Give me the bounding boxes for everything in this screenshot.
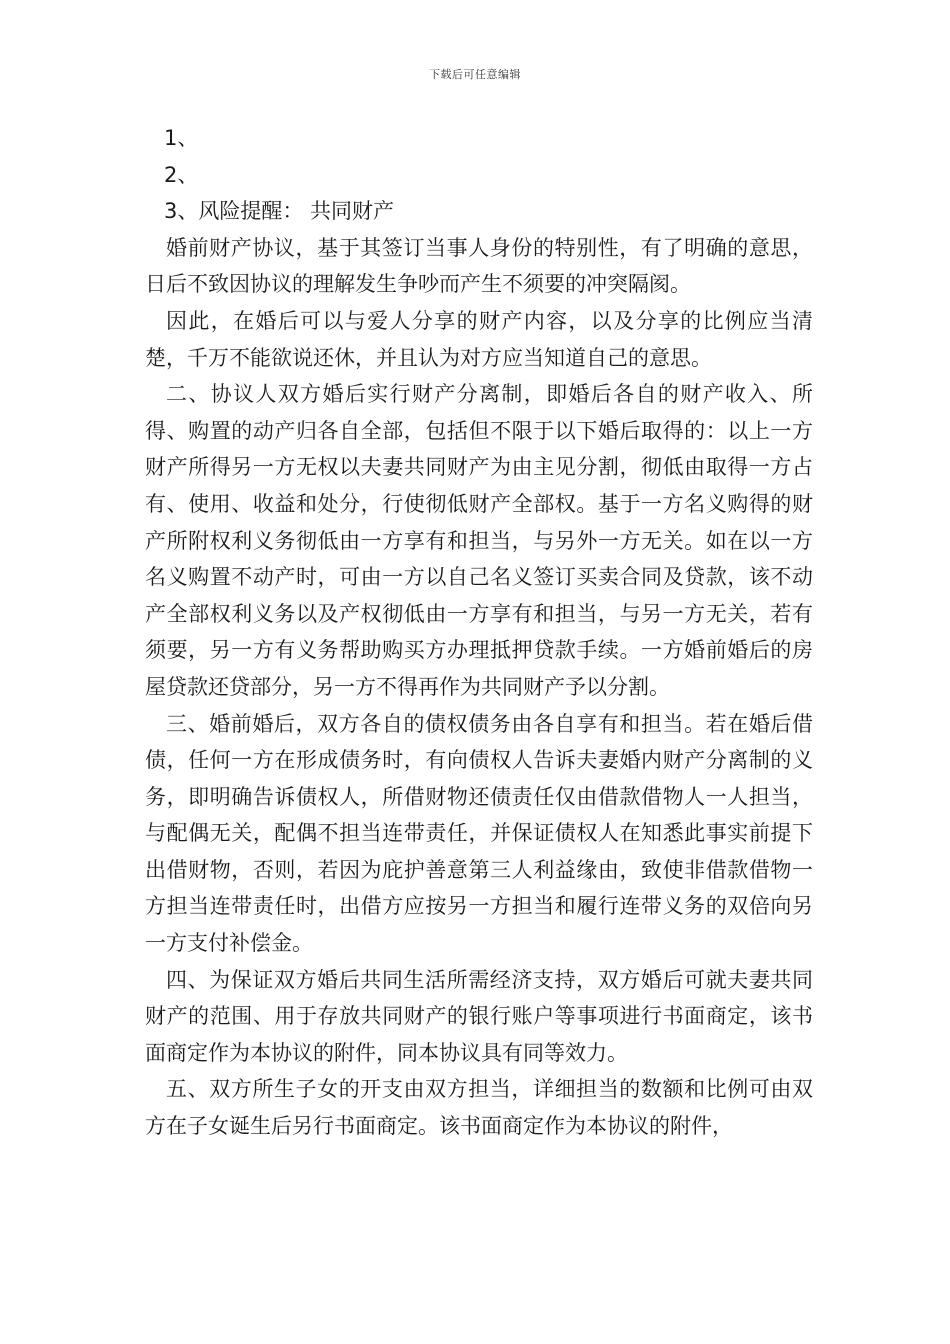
list-number: 3、 xyxy=(164,199,199,224)
paragraph-sharing: 因此，在婚后可以与爱人分享的财产内容，以及分享的比例应当清楚，千万不能欲说还休，并且认为对方应当知道自己的意思。 xyxy=(145,308,813,370)
paragraph-clause-four: 四、为保证双方婚后共同生活所需经济支持，双方婚后可就夫妻共同财产的范围、用于存放共同财产的银行账户等事项进行书面商定，该书面商定作为本协议的附件，同本协议具有同等效力。 xyxy=(145,967,813,1065)
paragraph-clause-three: 三、婚前婚后，双方各自的债权债务由各自享有和担当。若在婚后借债，任何一方在形成债务时，有向债权人告诉夫妻婚内财产分离制的义务，即明确告诉债权人，所借财物还债责任仅由借款借物人一人担当，与配偶无关，配偶不担当连带责任，并保证债权人在知悉此事实前提下出借财物，否则，若因为庇护善意第三人利益缘由，致使非借款借物一方担当连带责任时，出借方应按另一方担当和履行连带义务的双倍向另一方支付补偿金。 xyxy=(145,711,813,956)
page-header: 下载后可任意编辑 xyxy=(429,68,521,81)
paragraph-clause-five: 五、双方所生子女的开支由双方担当，详细担当的数额和比例可由双方在子女诞生后另行书面商定。该书面商定作为本协议的附件， xyxy=(145,1077,813,1139)
list-text: 风险提醒： 共同财产 xyxy=(198,199,395,224)
list-item-3 xyxy=(145,193,813,230)
document-body xyxy=(145,120,813,1145)
list-item-1 xyxy=(145,120,813,157)
list-item-2 xyxy=(145,157,813,194)
list-number: 1、 xyxy=(164,126,199,150)
list-number: 2、 xyxy=(164,162,199,187)
paragraph-prenup-intro: 婚前财产协议，基于其签订当事人身份的特别性，有了明确的意思，日后不致因协议的理解发生争吵而产生不须要的冲突隔阂。 xyxy=(145,235,813,297)
paragraph-clause-two: 二、协议人双方婚后实行财产分离制，即婚后各自的财产收入、所得、购置的动产归各自全部，包括但不限于以下婚后取得的：以上一方财产所得另一方无权以夫妻共同财产为由主见分割，彻低由取得一方占有、使用、收益和处分，行使彻低财产全部权。基于一方名义购得的财产所附权利义务彻低由一方享有和担当，与另外一方无关。如在以一方名义购置不动产时，可由一方以自己名义签订买卖合同及贷款，该不动产全部权利义务以及产权彻低由一方享有和担当，与另一方无关，若有须要，另一方有义务帮助购买方办理抵押贷款手续。一方婚前婚后的房屋贷款还贷部分，另一方不得再作为共同财产予以分割。 xyxy=(145,382,813,699)
